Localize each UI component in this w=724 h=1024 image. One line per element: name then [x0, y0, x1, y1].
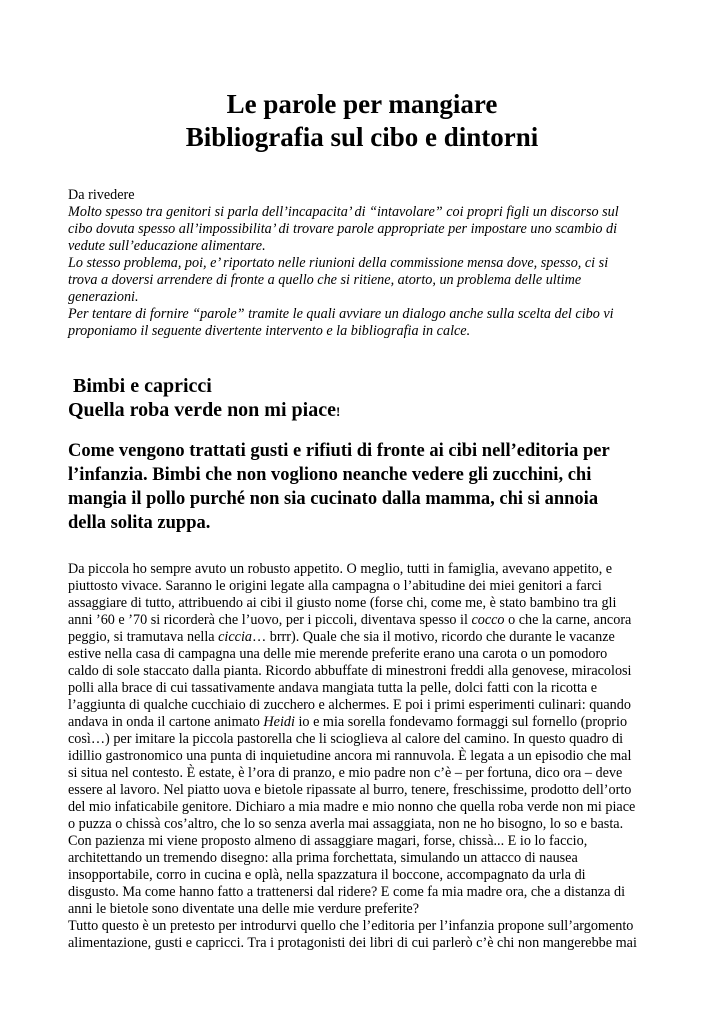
body-line: insopportabile, corro in cucina e oplà, nella spazzatura il boccone, accompagnato da urla di: [68, 867, 586, 883]
body-line: Con pazienza mi viene proposto almeno di assaggiare magari, forse, chissà... E io lo faccio,: [68, 833, 588, 849]
body-line: essere al lavoro. Nel piatto uova e bietole ripassate al burro, tenere, freschissime, prodotto dell’orto: [68, 782, 632, 798]
body-line: idillio gastronomico una punta di inquietudine ancora mi rannuvola. È legata a un episodio che mal: [68, 748, 632, 764]
intro-line: Molto spesso tra genitori si parla dell’incapacita’ di “intavolare” coi propri figli un discorso sul: [68, 204, 619, 220]
intro-line: proponiamo il seguente divertente intervento e la bibliografia in calce.: [68, 323, 471, 339]
subtitle-line: mangia il pollo purché non sia cucinato dalla mamma, chi si annoia: [68, 489, 599, 509]
intro-label: Da rivedere: [68, 187, 135, 203]
body-line: così…) per imitare la piccola pastorella che li scioglieva al calore del camino. In questo quadro di: [68, 731, 624, 747]
intro-line: cibo dovuta spesso all’impossibilita’ di trovare parole appropriate per impostare uno scambio di: [68, 221, 618, 237]
body-line: Da piccola ho sempre avuto un robusto appetito. O meglio, tutti in famiglia, avevano appetito, e: [68, 561, 613, 577]
subtitle-line: l’infanzia. Bimbi che non vogliono neanche vedere gli zucchini, chi: [68, 465, 592, 485]
body-line: caldo di sole staccato dalla pianta. Ricordo abbuffate di minestroni freddi alla genovese, miracolosi: [68, 663, 632, 679]
section-heading: [68, 374, 340, 424]
section-heading-text: Quella roba verde non mi piace: [68, 399, 336, 421]
subtitle-line: Come vengono trattati gusti e rifiuti di fronte ai cibi nell’editoria per: [68, 441, 610, 461]
intro-line: vedute sull’educazione alimentare.: [68, 238, 266, 254]
section-heading-line-2: [68, 398, 340, 424]
body-line: disgusto. Ma come hanno fatto a trattenersi dal ridere? E come fa mia madre ora, che a distanza di: [68, 884, 626, 900]
body-line: si situa nel contesto. È estate, è l’ora di pranzo, e mio padre non c’è – per fortuna, dico ora – deve: [68, 765, 623, 781]
body-line: [68, 714, 668, 731]
body-line: assaggiare di tutto, attribuendo ai cibi il giusto nome (forse chi, come me, è stato bambino tra gli: [68, 595, 617, 611]
body-line: [68, 612, 668, 629]
body-text: … brrr). Quale che sia il motivo, ricordo che durante le vacanze: [251, 629, 615, 645]
body-line: alimentazione, gusti e capricci. Tra i protagonisti dei libri di cui parlerò c’è chi non mangerebbe mai: [68, 935, 637, 951]
body-line: del mio infaticabile genitore. Dichiaro a mia madre e mio nonno che quella roba verde non mi piace: [68, 799, 636, 815]
body-line: estive nella casa di campagna una delle mie merende preferite erano una carota o un pomodoro: [68, 646, 608, 662]
body-text: o che la carne, ancora: [504, 612, 632, 628]
article-subtitle: [68, 439, 668, 535]
body-line: l’aggiunta di qualche cucchiaio di zucchero e alchermes. E poi i primi esperimenti culinari: quando: [68, 697, 631, 713]
body-text: andava in onda il cartone animato: [68, 714, 264, 730]
body-italic-word: cocco: [471, 612, 505, 628]
title-line-1: Le parole per mangiare: [226, 89, 498, 119]
body-line: piuttosto vivace. Saranno le origini legate alla campagna o l’abitudine dei miei genitori a farci: [68, 578, 602, 594]
body-line: anni le bietole sono diventate una delle mie verdure preferite?: [68, 901, 419, 917]
body-line: o puzza o chissà cos’altro, che lo so senza averla mai assaggiata, non ne ho bisogno, lo so e basta.: [68, 816, 624, 832]
body-line: architettando un tremendo disegno: alla prima forchettata, simulando un attacco di nausea: [68, 850, 578, 866]
intro-line: generazioni.: [68, 289, 139, 305]
article-body: [68, 561, 668, 952]
body-line: polli alla brace di cui tassativamente andava mangiata tutta la pelle, dolci fatti con la ricotta e: [68, 680, 598, 696]
section-heading-line-1: Bimbi e capricci: [73, 375, 212, 397]
body-italic-word: Heidi: [263, 714, 295, 730]
intro-block: [68, 187, 668, 340]
body-text: anni ’60 e ’70 si ricorderà che l’uovo, per i piccoli, diventava spesso il: [68, 612, 472, 628]
section-heading-exclamation: !: [335, 404, 341, 419]
body-line: [68, 629, 668, 646]
body-text: peggio, si tramutava nella: [68, 629, 219, 645]
document-title: [0, 88, 724, 154]
intro-line: Per tentare di fornire “parole” tramite le quali avviare un dialogo anche sulla scelta del cibo vi: [68, 306, 614, 322]
body-italic-word: ciccia: [218, 629, 252, 645]
subtitle-line: della solita zuppa.: [68, 513, 211, 533]
intro-line: Lo stesso problema, poi, e’ riportato nelle riunioni della commissione mensa dove, spesso, ci si: [68, 255, 609, 271]
body-line: Tutto questo è un pretesto per introdurvi quello che l’editoria per l’infanzia propone sull’argomento: [68, 918, 634, 934]
body-text: io e mia sorella fondevamo formaggi sul fornello (proprio: [294, 714, 628, 730]
intro-line: trova a doversi arrendere di fronte a quello che si ritiene, atorto, un problema delle ultime: [68, 272, 582, 288]
title-line-2: Bibliografia sul cibo e dintorni: [185, 122, 539, 152]
